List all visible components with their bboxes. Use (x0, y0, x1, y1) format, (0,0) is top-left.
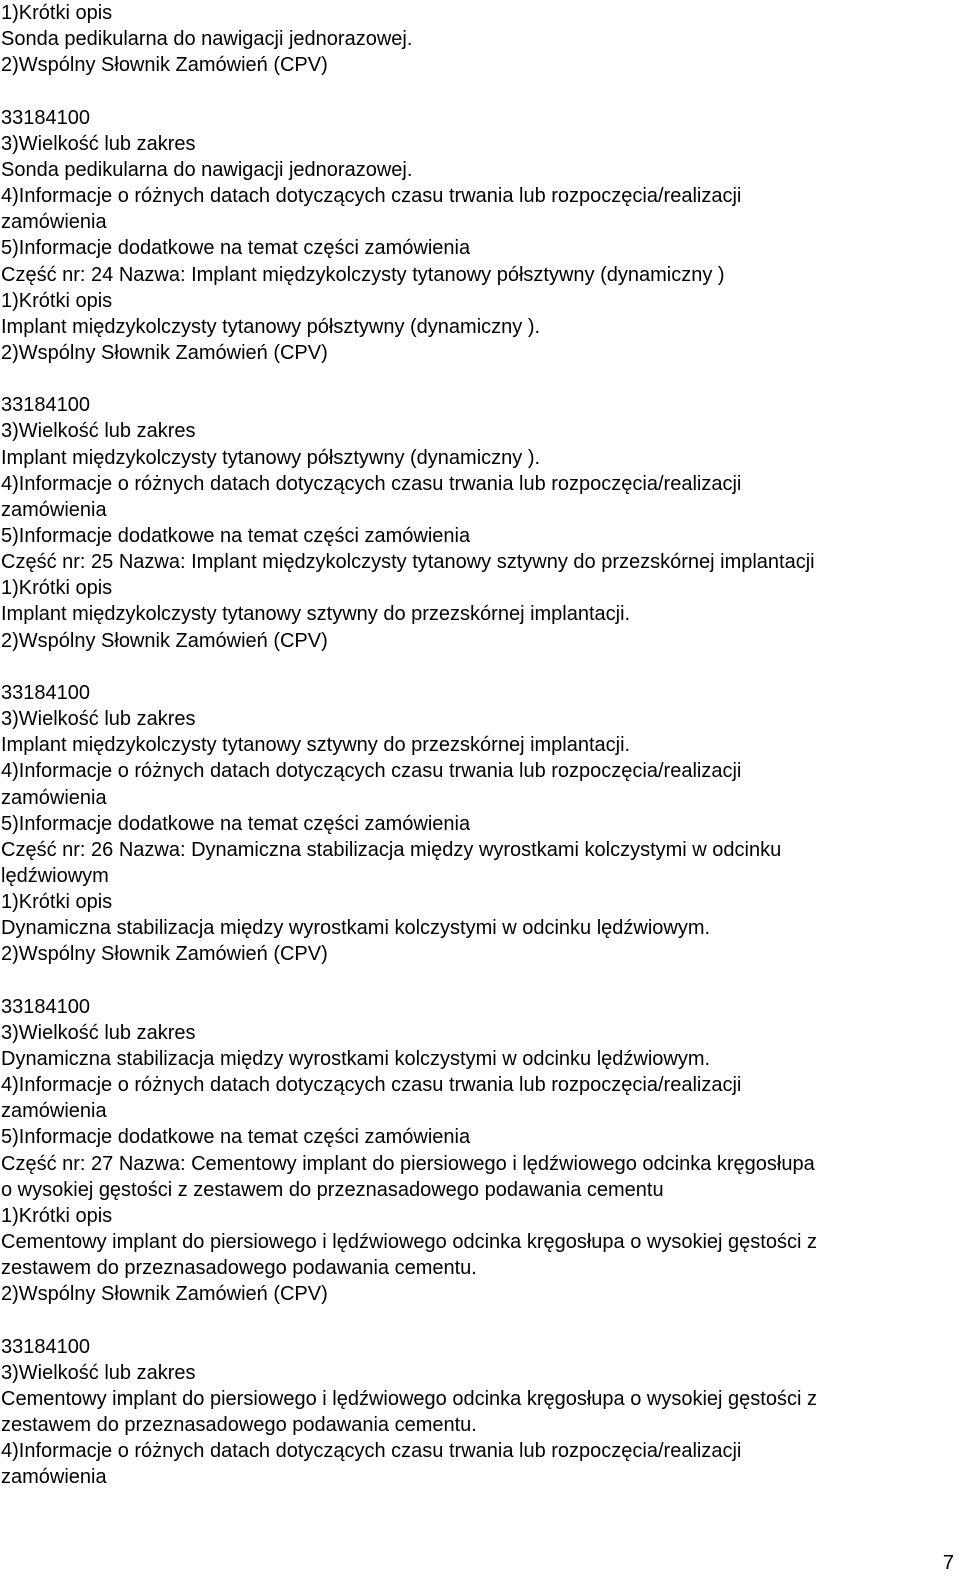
text-line: Część nr: 27 Nazwa: Cementowy implant do piersiowego i lędźwiowego odcinka kręgosłupa (1, 1152, 815, 1175)
text-line: Sonda pedikularna do nawigacji jednorazowej. (1, 158, 413, 181)
text-line: zamówienia (1, 1100, 107, 1123)
text-line: 4)Informacje o różnych datach dotyczących czasu trwania lub rozpoczęcia/realizacji (1, 1440, 742, 1463)
text-line: 3)Wielkość lub zakres (1, 1021, 196, 1044)
text-line: 4)Informacje o różnych datach dotyczących czasu trwania lub rozpoczęcia/realizacji (1, 472, 742, 495)
text-line: Część nr: 25 Nazwa: Implant międzykolczysty tytanowy sztywny do przezskórnej implantacji (1, 551, 815, 574)
text-line: o wysokiej gęstości z zestawem do przeznasadowego podawania cementu (1, 1178, 664, 1201)
text-line: lędźwiowym (1, 864, 109, 887)
text-line: 3)Wielkość lub zakres (1, 420, 196, 443)
text-line: 5)Informacje dodatkowe na temat części zamówienia (1, 237, 471, 260)
text-line: Implant międzykolczysty tytanowy sztywny do przezskórnej implantacji. (1, 603, 631, 626)
text-line: 33184100 (1, 995, 90, 1018)
text-line: zamówienia (1, 211, 107, 234)
text-line: Implant międzykolczysty tytanowy półsztywny (dynamiczny ). (1, 315, 541, 338)
text-line: 1)Krótki opis (1, 577, 113, 600)
text-line: 2)Wspólny Słownik Zamówień (CPV) (1, 341, 328, 364)
text-line: zamówienia (1, 1466, 107, 1489)
text-line: 2)Wspólny Słownik Zamówień (CPV) (1, 629, 328, 652)
text-line: 1)Krótki opis (1, 1204, 113, 1227)
text-line: 2)Wspólny Słownik Zamówień (CPV) (1, 943, 328, 966)
text-line: 33184100 (1, 106, 90, 129)
text-line: zestawem do przeznasadowego podawania cementu. (1, 1414, 477, 1437)
text-line: Cementowy implant do piersiowego i lędźwiowego odcinka kręgosłupa o wysokiej gęstości z (1, 1231, 817, 1254)
text-line: 5)Informacje dodatkowe na temat części zamówienia (1, 1126, 471, 1149)
text-line: Dynamiczna stabilizacja między wyrostkami kolczystymi w odcinku lędźwiowym. (1, 917, 711, 940)
text-line: Sonda pedikularna do nawigacji jednorazowej. (1, 28, 413, 51)
text-line: 33184100 (1, 1335, 90, 1358)
text-line: Dynamiczna stabilizacja między wyrostkami kolczystymi w odcinku lędźwiowym. (1, 1048, 711, 1070)
text-line: 1)Krótki opis (1, 891, 113, 914)
text-line: Część nr: 24 Nazwa: Implant międzykolczysty tytanowy półsztywny (dynamiczny ) (1, 263, 725, 286)
text-line: 1)Krótki opis (1, 289, 113, 312)
text-line: 4)Informacje o różnych datach dotyczących czasu trwania lub rozpoczęcia/realizacji (1, 1074, 742, 1097)
page-number: 7 (942, 1552, 954, 1574)
text-line: 2)Wspólny Słownik Zamówień (CPV) (1, 54, 328, 77)
text-line: zamówienia (1, 786, 107, 809)
text-line: Implant międzykolczysty tytanowy półsztywny (dynamiczny ). (1, 446, 541, 469)
text-line: 3)Wielkość lub zakres (1, 132, 196, 155)
text-line: 2)Wspólny Słownik Zamówień (CPV) (1, 1283, 328, 1306)
text-line: 1)Krótki opis (1, 2, 113, 24)
text-line: zamówienia (1, 498, 107, 521)
text-line: 33184100 (1, 394, 90, 417)
text-line: zestawem do przeznasadowego podawania cementu. (1, 1257, 477, 1280)
text-line: 3)Wielkość lub zakres (1, 708, 196, 731)
text-line: Implant międzykolczysty tytanowy sztywny do przezskórnej implantacji. (1, 734, 631, 757)
text-line: Cementowy implant do piersiowego i lędźwiowego odcinka kręgosłupa o wysokiej gęstości z (1, 1387, 817, 1410)
text-line: 5)Informacje dodatkowe na temat części zamówienia (1, 525, 471, 547)
text-line: Część nr: 26 Nazwa: Dynamiczna stabilizacja między wyrostkami kolczystymi w odcinku (1, 838, 782, 861)
text-line: 33184100 (1, 681, 90, 704)
text-line: 4)Informacje o różnych datach dotyczących czasu trwania lub rozpoczęcia/realizacji (1, 185, 742, 208)
text-line: 3)Wielkość lub zakres (1, 1361, 196, 1384)
text-line: 5)Informacje dodatkowe na temat części zamówienia (1, 812, 471, 835)
text-line: 4)Informacje o różnych datach dotyczących czasu trwania lub rozpoczęcia/realizacji (1, 760, 742, 783)
